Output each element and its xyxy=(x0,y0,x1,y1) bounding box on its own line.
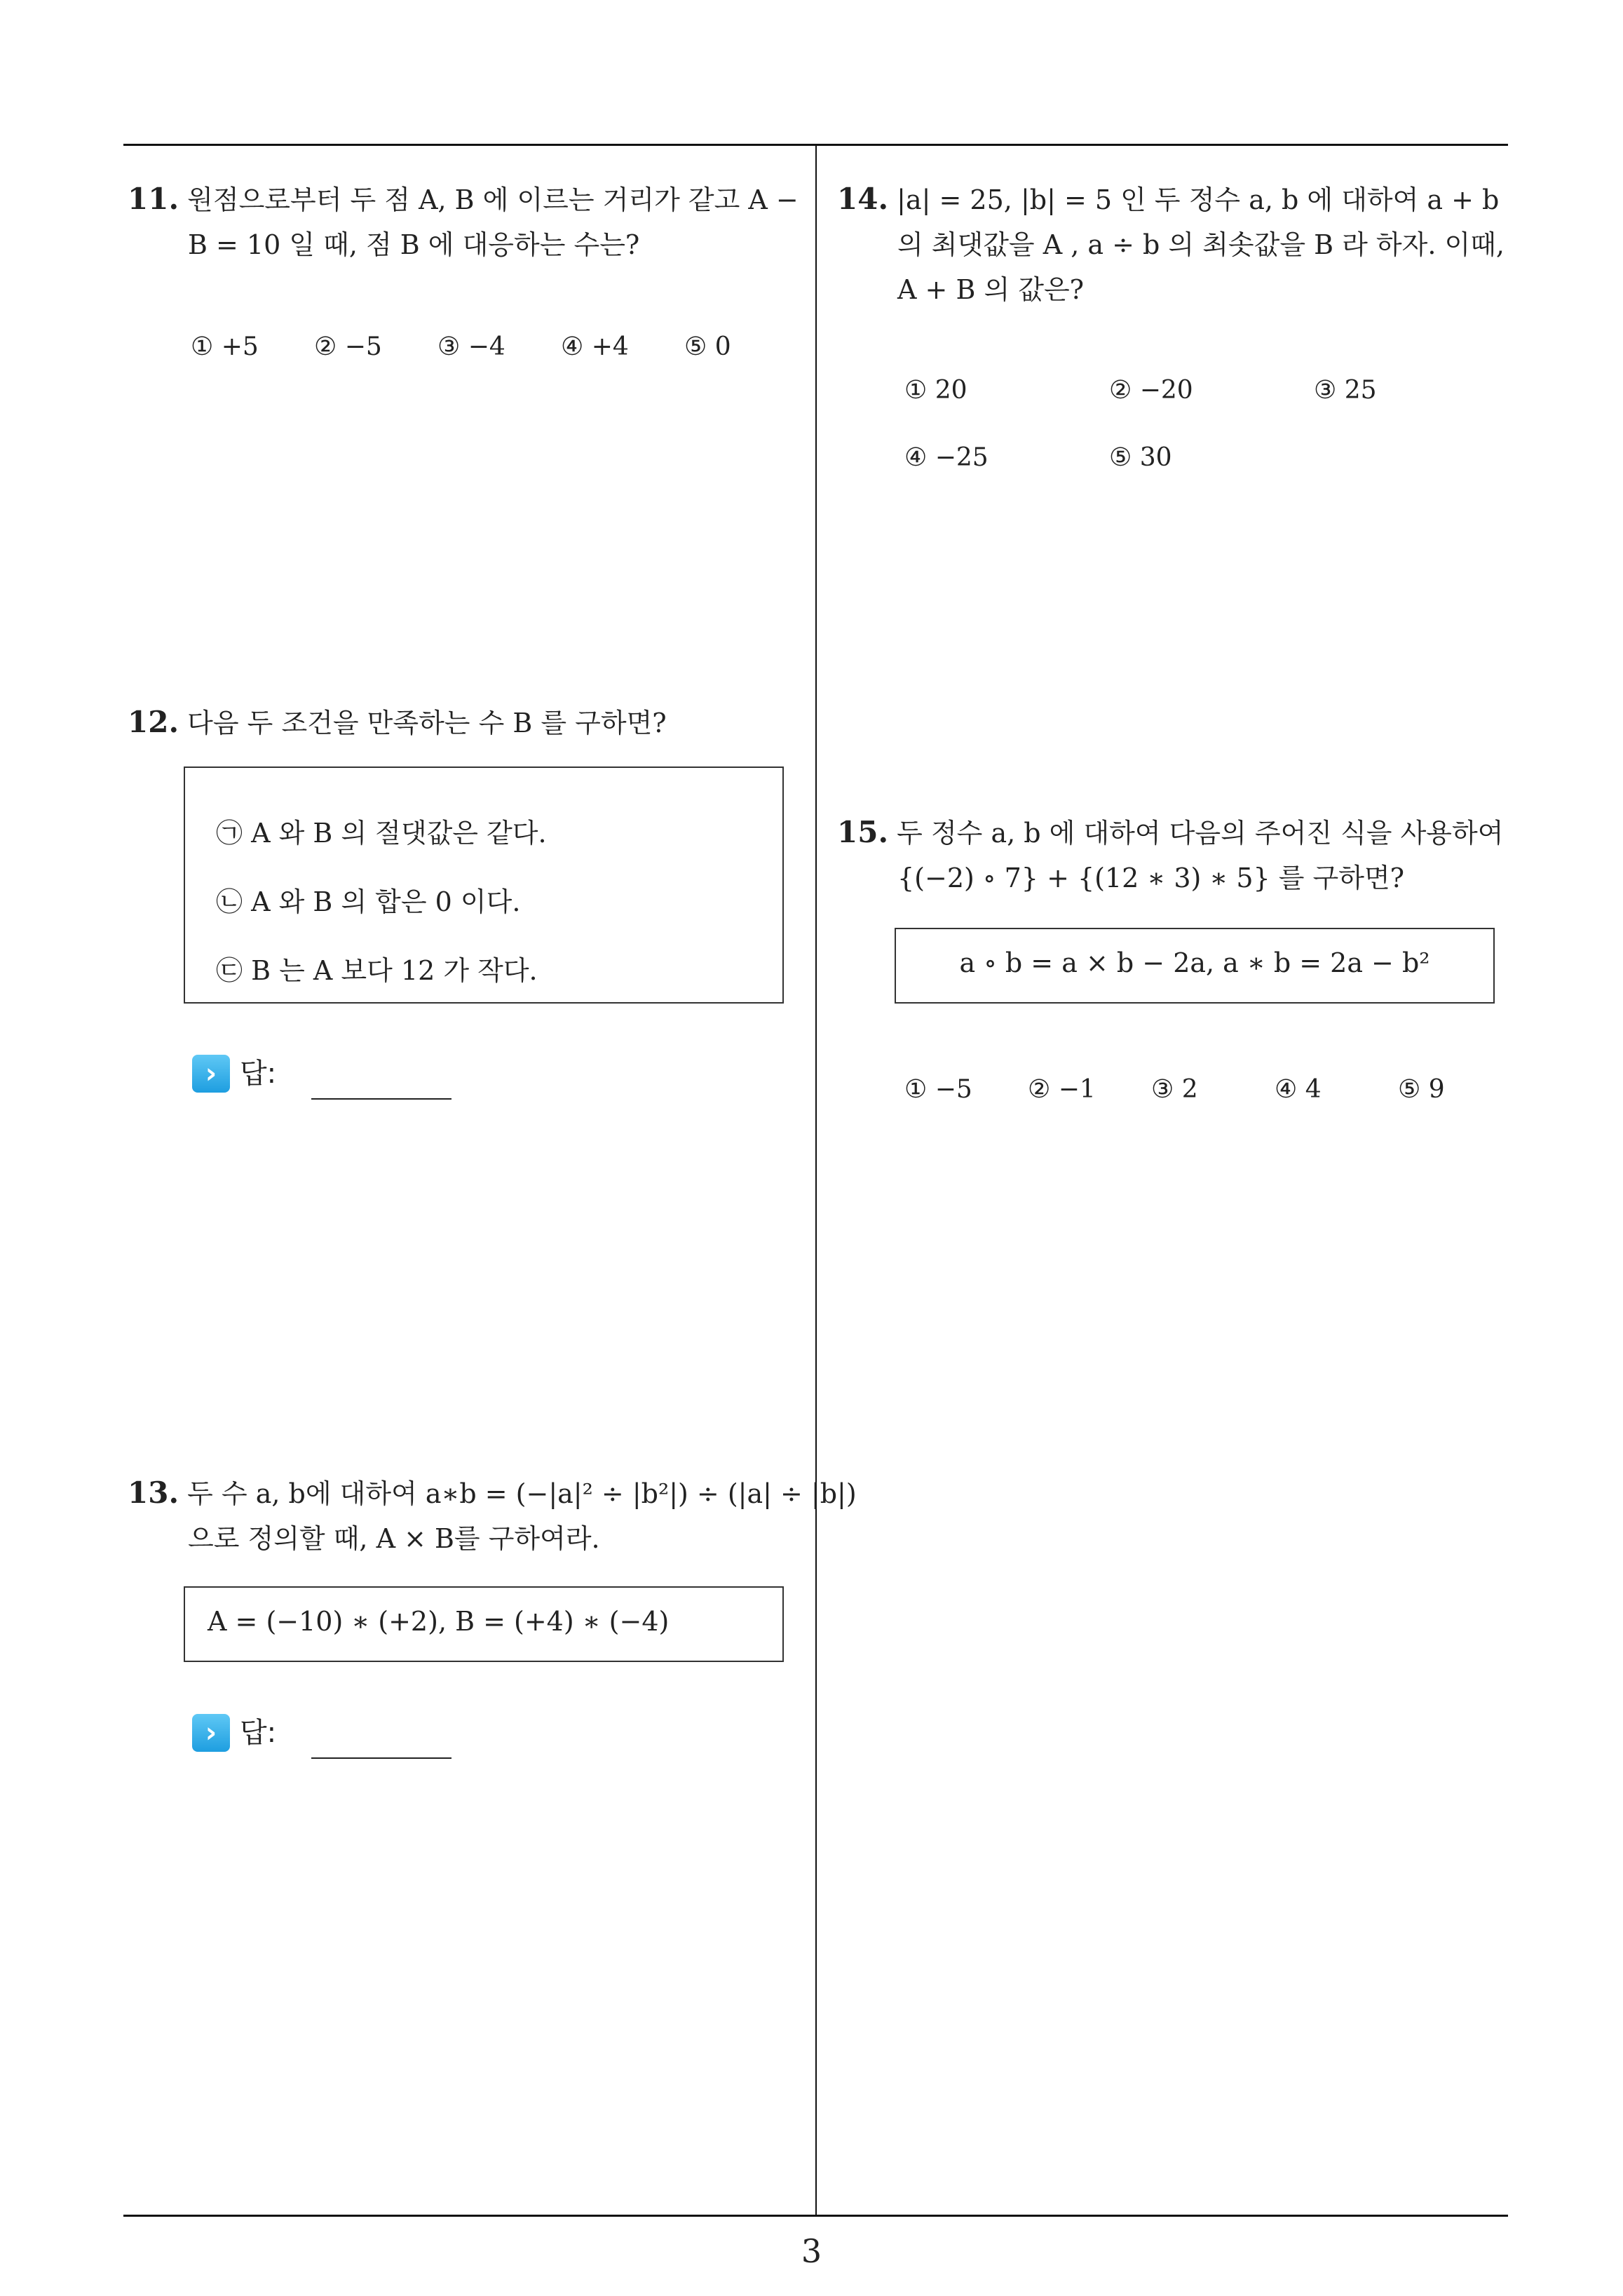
chevron-right-icon: › xyxy=(192,1055,230,1093)
question-12 xyxy=(128,700,667,745)
choice-1[interactable]: ① 20 xyxy=(904,376,967,405)
q15-choices xyxy=(904,1075,1465,1110)
q12-conditions-box xyxy=(184,767,784,1004)
choice-2[interactable]: ② −5 xyxy=(314,332,382,361)
question-text-line2: {(−2) ∘ 7} + {(12 ∗ 3) ∗ 5} 를 구하면? xyxy=(897,863,1405,893)
condition-3: ㉢ B 는 A 보다 12 가 작다. xyxy=(216,955,538,986)
question-text-line2: B = 10 일 때, 점 B 에 대응하는 수는? xyxy=(188,229,640,260)
q11-choices xyxy=(191,332,752,367)
box-expression: A = (−10) ∗ (+2), B = (+4) ∗ (−4) xyxy=(208,1606,670,1637)
question-number: 11. xyxy=(128,182,179,216)
choice-3[interactable]: ③ −4 xyxy=(437,332,505,361)
condition-1: ㉠ A 와 B 의 절댓값은 같다. xyxy=(216,818,547,849)
q12-answer xyxy=(192,1055,451,1100)
answer-label: 답: xyxy=(240,1717,277,1749)
question-13 xyxy=(128,1471,857,1561)
question-text-line2: 의 최댓값을 A , a ÷ b 의 최솟값을 B 라 하자. 이때, xyxy=(897,229,1505,260)
answer-blank[interactable] xyxy=(311,1055,451,1100)
choice-4[interactable]: ④ +4 xyxy=(561,332,629,361)
choice-2[interactable]: ② −1 xyxy=(1028,1075,1096,1104)
question-text-line2: 으로 정의할 때, A × B를 구하여라. xyxy=(188,1523,600,1554)
choice-5[interactable]: ⑤ 30 xyxy=(1109,443,1172,472)
question-number: 13. xyxy=(128,1475,179,1510)
q13-definition-box xyxy=(184,1586,784,1662)
column-divider xyxy=(815,146,817,2215)
question-number: 14. xyxy=(837,182,889,216)
choice-5[interactable]: ⑤ 0 xyxy=(684,332,731,361)
q14-choices xyxy=(904,376,1395,481)
condition-2: ㉡ A 와 B 의 합은 0 이다. xyxy=(216,886,521,917)
box-expression: a ∘ b = a × b − 2a, a ∗ b = 2a − b² xyxy=(959,947,1430,978)
bottom-rule xyxy=(123,2215,1508,2217)
chevron-right-icon: › xyxy=(192,1714,230,1752)
question-11 xyxy=(128,177,799,267)
choice-1[interactable]: ① −5 xyxy=(904,1075,972,1104)
choice-4[interactable]: ④ 4 xyxy=(1275,1075,1322,1104)
q15-definition-box xyxy=(895,928,1495,1004)
choice-1[interactable]: ① +5 xyxy=(191,332,259,361)
question-text-line1: 두 수 a, b에 대하여 a∗b = (−|a|² ÷ |b²|) ÷ (|a| ÷ |b|) xyxy=(187,1478,857,1509)
question-text-line1: 다음 두 조건을 만족하는 수 B 를 구하면? xyxy=(187,708,667,738)
choice-3[interactable]: ③ 2 xyxy=(1151,1075,1198,1104)
question-14 xyxy=(837,177,1505,312)
question-number: 15. xyxy=(837,815,889,849)
choice-3[interactable]: ③ 25 xyxy=(1314,376,1377,405)
choice-4[interactable]: ④ −25 xyxy=(904,443,989,472)
question-text-line1: 원점으로부터 두 점 A, B 에 이르는 거리가 같고 A − xyxy=(187,184,799,215)
answer-blank[interactable] xyxy=(311,1714,451,1759)
page-number: 3 xyxy=(801,2232,822,2270)
choice-2[interactable]: ② −20 xyxy=(1109,376,1193,405)
question-number: 12. xyxy=(128,705,179,739)
question-text-line1: 두 정수 a, b 에 대하여 다음의 주어진 식을 사용하여 xyxy=(897,818,1504,849)
answer-label: 답: xyxy=(240,1058,277,1090)
question-15 xyxy=(837,810,1503,900)
question-text-line3: A + B 의 값은? xyxy=(897,274,1085,305)
choice-5[interactable]: ⑤ 9 xyxy=(1398,1075,1445,1104)
question-text-line1: |a| = 25, |b| = 5 인 두 정수 a, b 에 대하여 a + b xyxy=(897,184,1500,215)
q13-answer xyxy=(192,1714,451,1759)
